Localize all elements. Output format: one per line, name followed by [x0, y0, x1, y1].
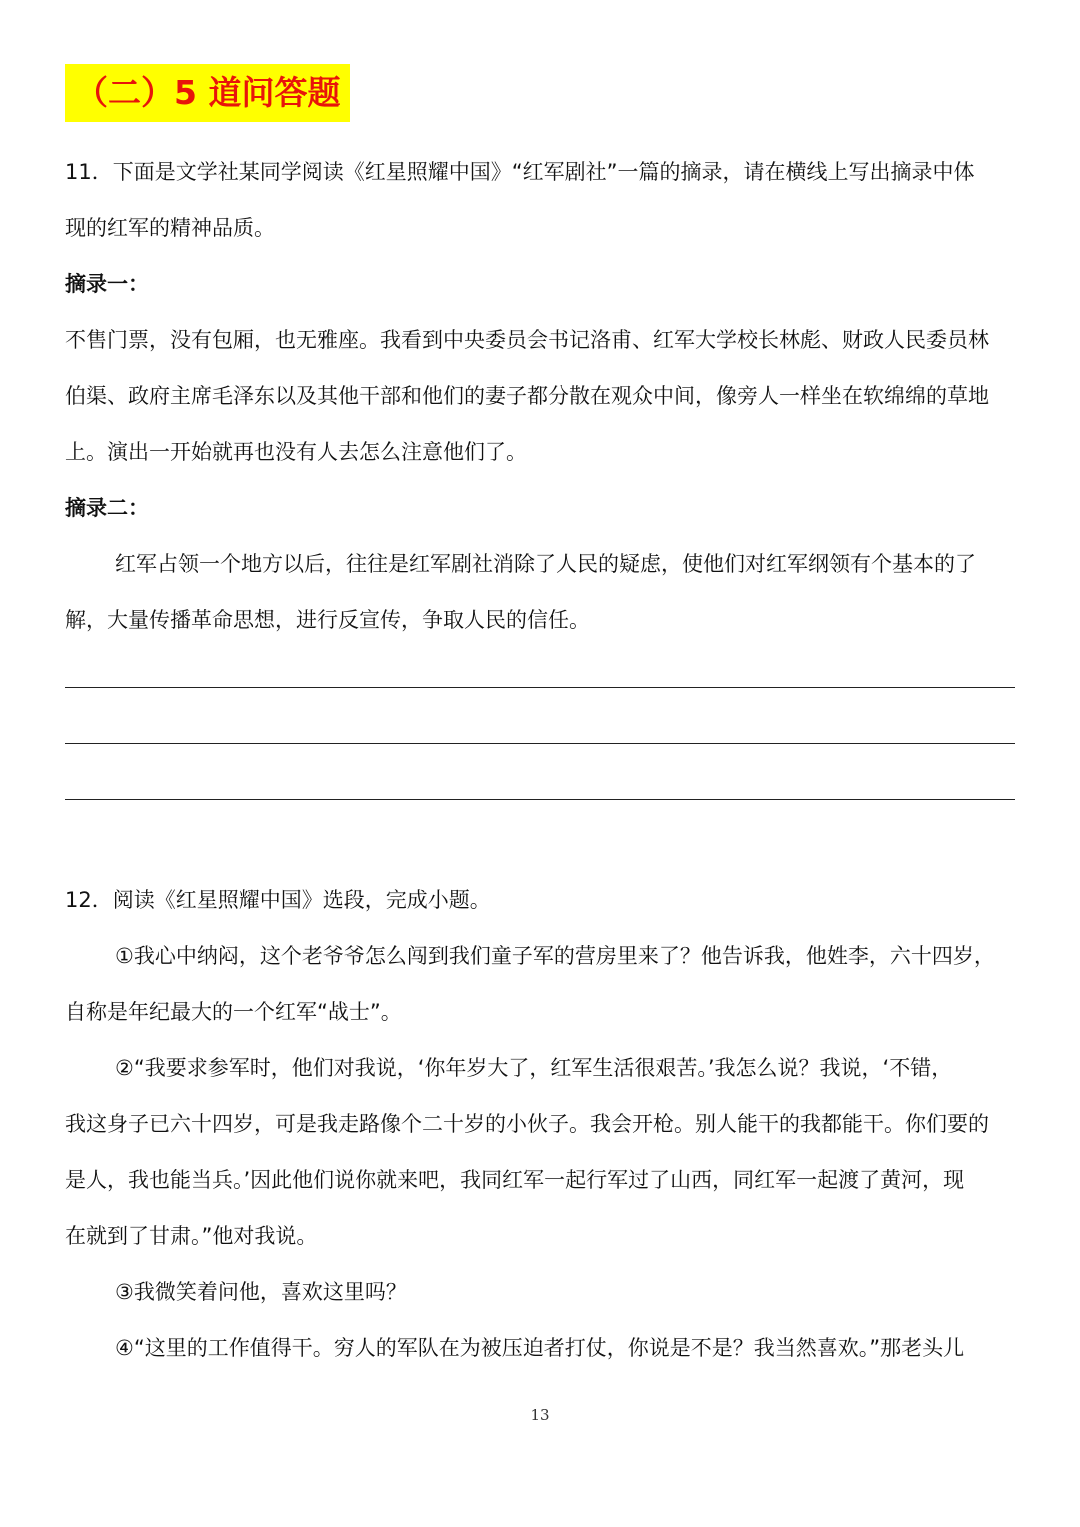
q12-para-1-line-1: ①我心中纳闷，这个老爷爷怎么闯到我们童子军的营房里来了？他告诉我，他姓李，六十四岁， — [115, 944, 995, 968]
excerpt-2-label: 摘录二： — [65, 496, 149, 520]
q12-para-2-line-1: ②“我要求参军时，他们对我说，‘你年岁大了，红军生活很艰苦。’我怎么说？我说，‘不错， — [115, 1056, 953, 1080]
answer-line-3[interactable] — [65, 799, 1015, 800]
excerpt-2-line-1: 红军占领一个地方以后，往往是红军剧社消除了人民的疑虑，使他们对红军纲领有个基本的了 — [115, 552, 976, 576]
answer-line-1[interactable] — [65, 687, 1015, 688]
q12-stem: 12．阅读《红星照耀中国》选段，完成小题。 — [65, 888, 491, 912]
q12-para-2-line-3: 是人，我也能当兵。’因此他们说你就来吧，我同红军一起行军过了山西，同红军一起渡了黄河，现 — [65, 1168, 965, 1192]
excerpt-1-label: 摘录一： — [65, 272, 149, 296]
q11-stem-line-1: 11．下面是文学社某同学阅读《红星照耀中国》“红军剧社”一篇的摘录，请在横线上写出摘录中体 — [65, 160, 975, 184]
q12-para-4: ④“这里的工作值得干。穷人的军队在为被压迫者打仗，你说是不是？我当然喜欢。”那老头儿 — [115, 1336, 965, 1360]
excerpt-1-line-3: 上。演出一开始就再也没有人去怎么注意他们了。 — [65, 440, 527, 464]
section-heading: （二）5 道问答题 — [65, 64, 350, 122]
excerpt-1-line-2: 伯渠、政府主席毛泽东以及其他干部和他们的妻子都分散在观众中间，像旁人一样坐在软绵绵的草地 — [65, 384, 989, 408]
q12-para-2-line-4: 在就到了甘肃。”他对我说。 — [65, 1224, 318, 1248]
excerpt-2-line-2: 解，大量传播革命思想，进行反宣传，争取人民的信任。 — [65, 608, 590, 632]
answer-line-2[interactable] — [65, 743, 1015, 744]
excerpt-1-line-1: 不售门票，没有包厢，也无雅座。我看到中央委员会书记洛甫、红军大学校长林彪、财政人民委员林 — [65, 328, 989, 352]
q12-para-2-line-2: 我这身子已六十四岁，可是我走路像个二十岁的小伙子。我会开枪。别人能干的我都能干。你们要的 — [65, 1112, 989, 1136]
q12-para-3: ③我微笑着问他，喜欢这里吗？ — [115, 1280, 407, 1304]
q11-stem-line-2: 现的红军的精神品质。 — [65, 216, 275, 240]
q12-para-1-line-2: 自称是年纪最大的一个红军“战士”。 — [65, 1000, 402, 1024]
page-number: 13 — [530, 1406, 550, 1424]
